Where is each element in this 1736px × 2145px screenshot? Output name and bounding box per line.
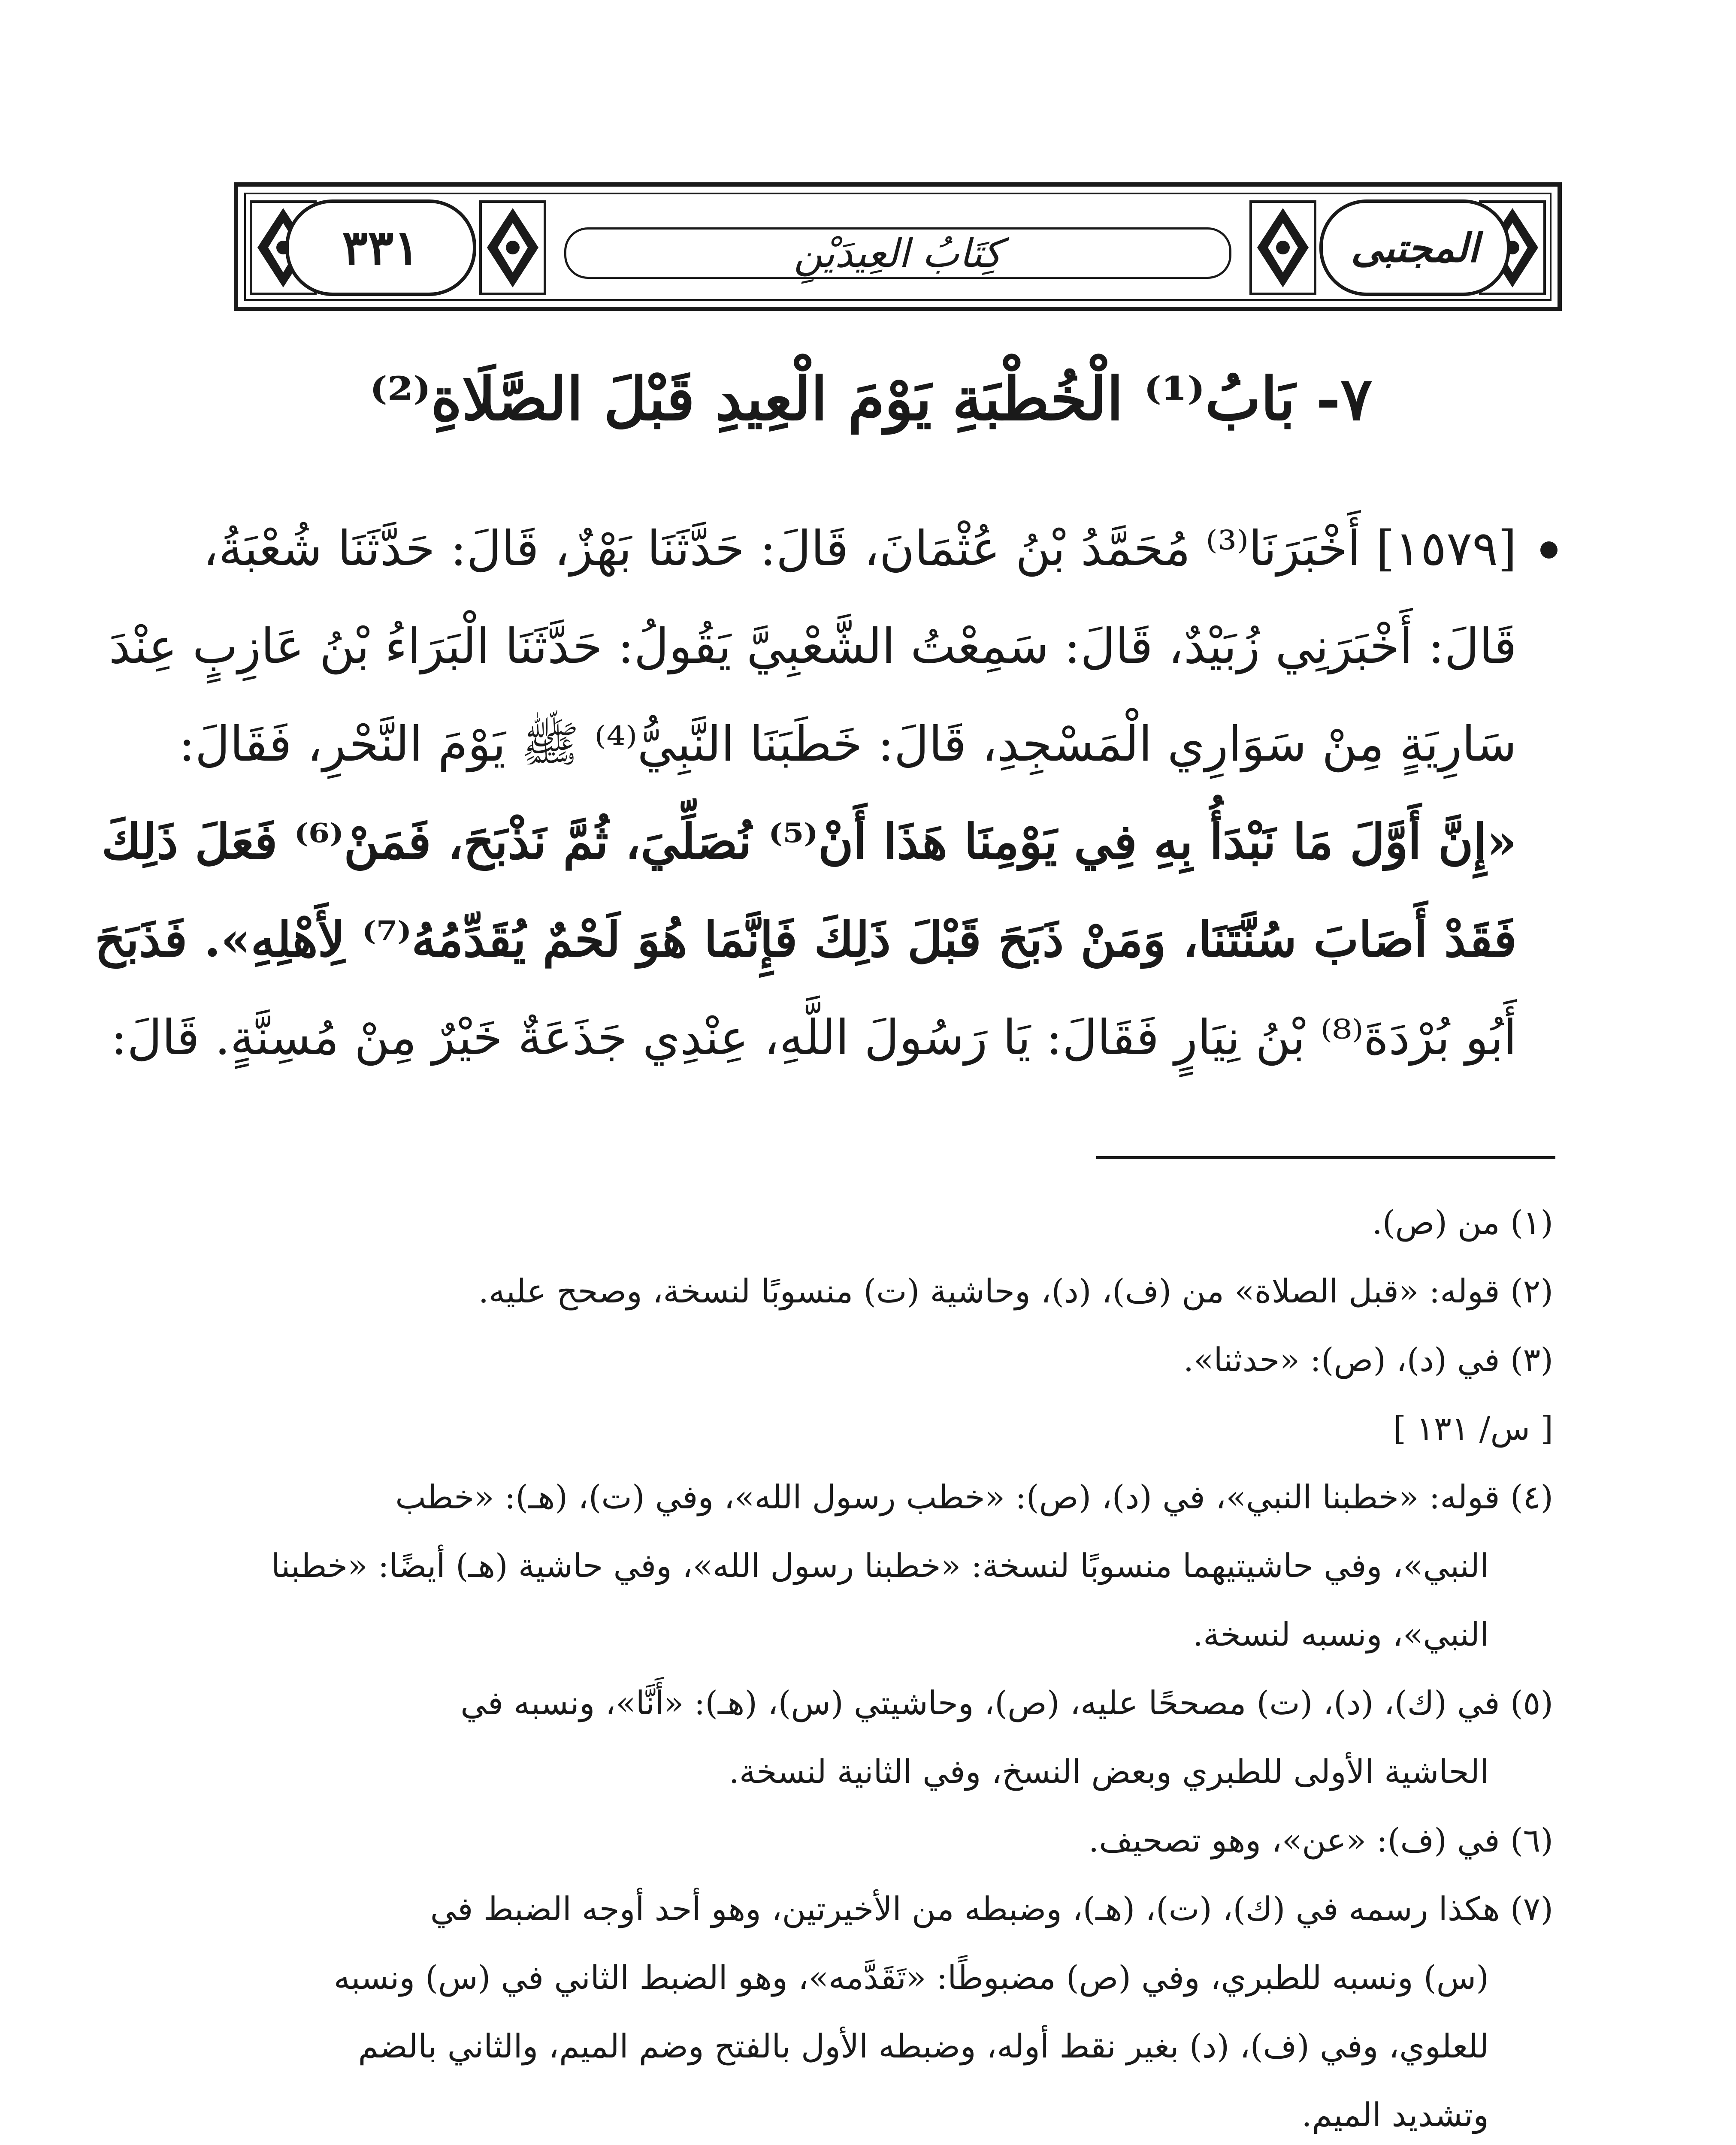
hadith-text: [94, 500, 1517, 1087]
body-line: أَبُو بُرْدَةَ⁽⁸⁾ بْنُ نِيَارٍ فَقَالَ: يَا رَسُولَ اللَّهِ، عِنْدِي جَذَعَةٌ خَيْرٌ مِنْ مُسِنَّةٍ. قَالَ:: [111, 1010, 1517, 1066]
body-line: «إِنَّ أَوَّلَ مَا نَبْدَأُ بِهِ فِي يَوْمِنَا هَذَا أَنْ⁽⁵⁾ نُصَلِّيَ، ثُمَّ نَذْبَحَ، فَمَنْ⁽⁶⁾ فَعَلَ ذَلِكَ: [101, 814, 1517, 870]
page-reference: [ س/ ١٣١ ]: [1393, 1409, 1553, 1447]
page-header: [234, 182, 1562, 311]
footnotes: [232, 1188, 1553, 2145]
footnote-line: (٣) في (د)، (ص): «حدثنا».: [1183, 1341, 1553, 1379]
footnote-line: (٢) قوله: «قبل الصلاة» من (ف)، (د)، وحاشية (ت) منسوبًا لنسخة، وصحح عليه.: [478, 1272, 1553, 1310]
footnote-line: للعلوي، وفي (ف)، (د) بغير نقط أوله، وضبطه الأول بالفتح وضم الميم، والثاني بالضم: [358, 2027, 1489, 2065]
footnote-line: (٧) هكذا رسمه في (ك)، (ت)، (هـ)، وضبطه من الأخيرتين، وهو أحد أوجه الضبط في: [430, 1890, 1553, 1928]
page-number: ٣٣١: [342, 220, 420, 276]
hadith-bullet-icon: [1540, 541, 1558, 559]
footnote-line: النبي»، وفي حاشيتيهما منسوبًا لنسخة: «خطبنا رسول الله»، وفي حاشية (هـ) أيضًا: «خطبنا: [271, 1547, 1489, 1585]
footnote-line: (١) من (ص).: [1372, 1203, 1553, 1242]
chapter-heading: ٧- بَابُ⁽¹⁾ الْخُطْبَةِ يَوْمَ الْعِيدِ قَبْلَ الصَّلَاةِ⁽²⁾: [369, 364, 1373, 434]
page-number-badge: [285, 199, 476, 296]
footnote-line: (٤) قوله: «خطبنا النبي»، في (د)، (ص): «خطب رسول الله»، وفي (ت)، (هـ): «خطب: [395, 1478, 1553, 1516]
series-name: المجتبى: [1351, 224, 1479, 271]
body-line: [١٥٧٩] أَخْبَرَنَا⁽³⁾ مُحَمَّدُ بْنُ عُثْمَانَ، قَالَ: حَدَّثَنَا بَهْزٌ، قَالَ: حَدَّثَنَا شُعْبَةُ،: [203, 521, 1517, 577]
footnote-line: وتشديد الميم.: [1301, 2096, 1489, 2134]
footnote-separator: [1096, 1156, 1555, 1159]
footnote-line: الحاشية الأولى للطبري وبعض النسخ، وفي الثانية لنسخة.: [729, 1752, 1489, 1791]
body-line: فَقَدْ أَصَابَ سُنَّتَنَا، وَمَنْ ذَبَحَ قَبْلَ ذَلِكَ فَإِنَّمَا هُوَ لَحْمٌ يُقَدِّمُهُ⁽⁷⁾ لِأَهْلِهِ». فَذَبَحَ: [94, 912, 1517, 968]
book-title-band: [564, 227, 1231, 279]
footnote-line: (س) ونسبه للطبري، وفي (ص) مضبوطًا: «تَقَدَّمه»، وهو الضبط الثاني في (س) ونسبه: [333, 1958, 1489, 1997]
body-line: سَارِيَةٍ مِنْ سَوَارِي الْمَسْجِدِ، قَالَ: خَطَبَنَا النَّبِيُّ⁽⁴⁾ ﷺ يَوْمَ النَّحْرِ، فَقَالَ:: [178, 716, 1517, 772]
body-line: قَالَ: أَخْبَرَنِي زُبَيْدٌ، قَالَ: سَمِعْتُ الشَّعْبِيَّ يَقُولُ: حَدَّثَنَا الْبَرَاءُ بْنُ عَازِبٍ عِنْدَ: [109, 619, 1517, 674]
footnote-line: (٥) في (ك)، (د)، (ت) مصححًا عليه، (ص)، وحاشيتي (س)، (هـ): «أَنَّا»، ونسبه في: [460, 1684, 1553, 1722]
footnote-line: (٦) في (ف): «عن»، وهو تصحيف.: [1089, 1821, 1553, 1859]
series-badge: [1319, 199, 1510, 296]
ornament-icon: [478, 199, 547, 296]
footnote-line: النبي»، ونسبه لنسخة.: [1192, 1615, 1489, 1653]
ornament-icon: [1249, 199, 1317, 296]
book-title: كِتَابُ العِيدَيْنِ: [793, 230, 1002, 276]
